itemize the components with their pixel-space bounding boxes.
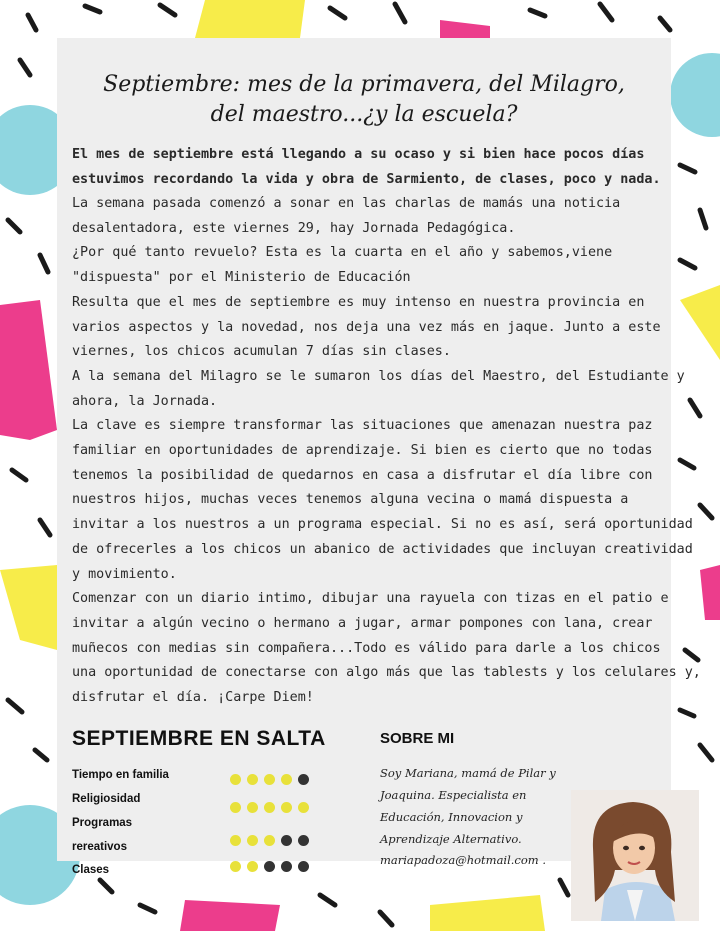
rating-dot-filled [264, 802, 275, 813]
article-line: varios aspectos y la novedad, nos deja una vez más en jaque. Junto a este [72, 319, 661, 335]
article-line: y movimiento. [72, 566, 177, 582]
article-line: de ofrecerles a los chicos un abanico de actividades que incluyan creatividad [72, 541, 693, 557]
article-line: ¿Por qué tanto revuelo? Esta es la cuarta en el año y sabemos,viene [72, 245, 613, 261]
bg-pink-shape-bottom [180, 900, 280, 931]
bg-yellow-shape-left [0, 565, 57, 650]
rating-dot-empty [281, 835, 292, 846]
article-line: nuestros hijos, muchas veces tenemos alguna vecina o mamá dispuesta a [72, 492, 629, 508]
bg-pink-shape-left [0, 300, 57, 440]
bg-yellow-shape-bottom [430, 895, 545, 931]
title-line: del maestro...¿y la escuela? [210, 102, 518, 127]
stat-label: Tiempo en familia [72, 769, 169, 781]
article-line: muñecos con medias sin compañera...Todo es válido para darle a los chicos [72, 640, 661, 656]
article-line: desalentadora, este viernes 29, hay Jornada Pedagógica. [72, 220, 516, 236]
rating-dot-empty [298, 835, 309, 846]
rating-dot-filled [264, 774, 275, 785]
article-line: A la semana del Milagro se le sumaron los días del Maestro, del Estudiante y [72, 368, 685, 384]
rating-dot-empty [281, 861, 292, 872]
rating-dot-filled [247, 774, 258, 785]
rating-dot-filled [230, 802, 241, 813]
rating-dot-filled [281, 802, 292, 813]
article-body [72, 143, 701, 711]
article-line: Comenzar con un diario intimo, dibujar una rayuela con tizas en el patio e [72, 591, 669, 607]
article-intro-line: El mes de septiembre está llegando a su ocaso y si bien hace pocos días [72, 147, 645, 162]
author-avatar [571, 790, 699, 921]
about-line: mariapadoza@hotmail.com . [380, 853, 547, 867]
rating-dot-filled [247, 802, 258, 813]
stat-label: Religiosidad [72, 793, 141, 805]
rating-dot-filled [230, 835, 241, 846]
rating-dot-filled [298, 802, 309, 813]
about-line: Aprendizaje Alternativo. [380, 832, 522, 846]
avatar-illustration [571, 790, 699, 921]
stat-label: Clases [72, 864, 110, 876]
stats-title: SEPTIEMBRE EN SALTA [72, 727, 326, 750]
rating-dot-empty [298, 774, 309, 785]
article-line: La clave es siempre transformar las situaciones que amenazan nuestra paz [72, 418, 653, 434]
stat-label: Programas [72, 817, 133, 829]
rating-dot-filled [247, 861, 258, 872]
about-line: Soy Mariana, mamá de Pilar y [380, 766, 556, 780]
rating-dot-filled [230, 774, 241, 785]
page-title [57, 70, 671, 130]
rating-dot-empty [264, 861, 275, 872]
about-title: SOBRE MI [380, 730, 455, 747]
stat-label: rereativos [72, 841, 127, 853]
article-line: viernes, los chicos acumulan 7 días sin clases. [72, 344, 451, 360]
article-line: La semana pasada comenzó a sonar en las charlas de mamás una noticia [72, 196, 621, 211]
bg-cyan-circle-right [670, 53, 720, 137]
article-line: "dispuesta" por el Ministerio de Educación [72, 270, 411, 286]
bg-yellow-shape-top [195, 0, 305, 38]
rating-dot-filled [281, 774, 292, 785]
article-line: invitar a los nuestros a un programa especial. Si no es así, será oportunidad [72, 517, 693, 533]
article-line: Resulta que el mes de septiembre es muy intenso en nuestra provincia en [72, 294, 645, 310]
article-line: invitar a algún vecino o hermano a jugar, armar pompones con lana, crear [72, 615, 653, 631]
rating-dot-filled [247, 835, 258, 846]
article-line: familiar en oportunidades de aprendizaje. Si bien es cierto que no todas [72, 443, 653, 459]
about-line: Joaquina. Especialista en [380, 788, 527, 802]
rating-dot-filled [230, 861, 241, 872]
rating-dot-filled [264, 835, 275, 846]
title-line: Septiembre: mes de la primavera, del Milagro, [103, 72, 625, 97]
bg-yellow-shape-right [680, 285, 720, 360]
article-line: disfrutar el día. ¡Carpe Diem! [72, 690, 314, 706]
article-intro-line: estuvimos recordando la vida y obra de Sarmiento, de clases, poco y nada. [72, 171, 661, 187]
bg-pink-shape-top [440, 20, 490, 38]
bg-pink-shape-right [700, 565, 720, 620]
rating-dot-empty [298, 861, 309, 872]
article-line: ahora, la Jornada. [72, 393, 218, 409]
article-line: una oportunidad de conectarse con algo más que las tablests y los celulares y, [72, 665, 701, 681]
article-line: tenemos la posibilidad de quedarnos en casa a disfrutar el día libre con [72, 467, 653, 483]
about-line: Educación, Innovacion y [380, 810, 523, 824]
